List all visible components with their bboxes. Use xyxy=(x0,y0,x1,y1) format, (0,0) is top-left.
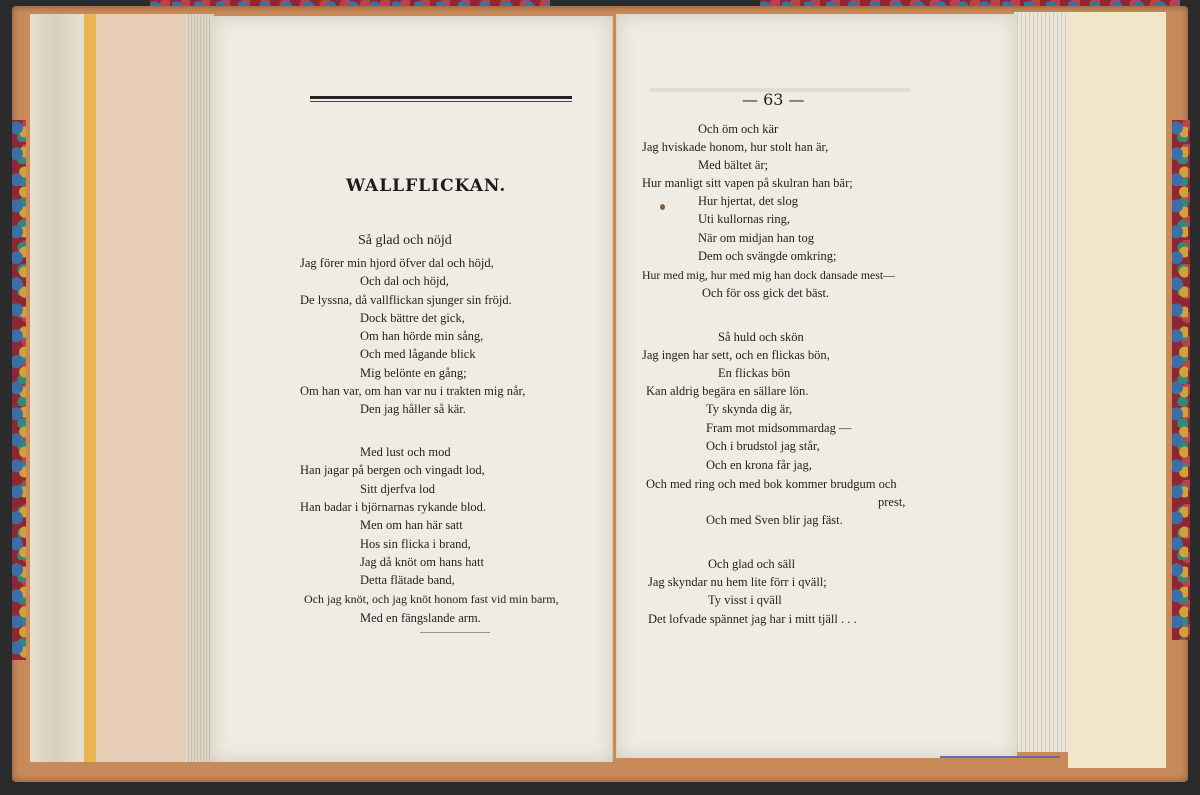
verse-line: Ty skynda dig är, xyxy=(706,402,793,416)
verse-line: prest, xyxy=(878,495,906,509)
verse-line: Och med lågande blick xyxy=(360,347,476,361)
verse-line: De lyssna, då vallflickan sjunger sin fröjd. xyxy=(300,293,512,307)
verse-line: Mig belönte en gång; xyxy=(360,366,467,380)
verse-line: Han badar i björnarnas rykande blod. xyxy=(300,500,487,514)
verse-line: Jag förer min hjord öfver dal och höjd, xyxy=(300,256,494,270)
verse-line: Kan aldrig begära en sällare lön. xyxy=(646,384,809,398)
marbled-board-right-inner xyxy=(1172,120,1188,640)
verse-line: När om midjan han tog xyxy=(698,231,814,245)
verse-line: Om han hörde min sång, xyxy=(360,329,484,343)
verse-line: Detta flätade band, xyxy=(360,573,455,587)
verse-line: Och jag knöt, och jag knöt honom fast vid min barm, xyxy=(304,592,559,606)
verse-line: Och en krona får jag, xyxy=(706,458,812,472)
verse-line: Och med ring och med bok kommer brudgum och xyxy=(646,477,897,491)
foxing-spot xyxy=(660,204,665,210)
page-edges-left-outer xyxy=(30,14,90,762)
verse-line: Fram mot midsommardag — xyxy=(706,421,852,435)
verse-line: Med lust och mod xyxy=(360,445,451,459)
page-edge-yellow xyxy=(84,14,96,762)
marbled-board-left-inner xyxy=(12,120,26,660)
verse-line: En flickas bön xyxy=(718,366,791,380)
pencil-mark xyxy=(940,756,1060,758)
verse-line: Och med Sven blir jag fäst. xyxy=(706,513,843,527)
page-edges-left-inner xyxy=(186,14,214,762)
verse-line: Dem och svängde omkring; xyxy=(698,249,837,263)
end-rule xyxy=(420,632,490,633)
verse-line: Så glad och nöjd xyxy=(358,233,452,248)
verse-line: Hur manligt sitt vapen på skulran han bär; xyxy=(642,176,853,190)
poem-title: WALLFLICKAN. xyxy=(346,176,507,196)
verse-line: Jag hviskade honom, hur stolt han är, xyxy=(642,140,829,154)
verse-line: Hur hjertat, det slog xyxy=(698,194,798,208)
verse-line: Och i brudstol jag står, xyxy=(706,439,820,453)
verse-line: Men om han här satt xyxy=(360,518,463,532)
verse-line: Dock bättre det gick, xyxy=(360,311,465,325)
verse-line: Hos sin flicka i brand, xyxy=(360,537,471,551)
verse-line: Sitt djerfva lod xyxy=(360,482,435,496)
bleed-through-text xyxy=(350,120,354,138)
verse-line: Och öm och kär xyxy=(698,122,779,136)
verse-line: Han jagar på bergen och vingadt lod, xyxy=(300,463,485,477)
endpaper-right xyxy=(1068,12,1166,768)
verse-line: Jag skyndar nu hem lite förr i qväll; xyxy=(648,575,827,589)
page-number: — 63 — xyxy=(742,90,805,109)
verse-line: Och dal och höjd, xyxy=(360,274,449,288)
verse-line: Jag ingen har sett, och en flickas bön, xyxy=(642,348,830,362)
header-rule-thick xyxy=(310,96,572,99)
verse-line: Med bältet är; xyxy=(698,158,769,172)
verse-line: Uti kullornas ring, xyxy=(698,212,791,226)
verse-line: Om han var, om han var nu i trakten mig når, xyxy=(300,384,526,398)
verse-line: Ty visst i qväll xyxy=(708,593,782,607)
verse-line: Den jag håller så kär. xyxy=(360,402,466,416)
verse-line: Så huld och skön xyxy=(718,330,804,344)
verse-line: Med en fängslande arm. xyxy=(360,611,481,625)
verse-line: Och för oss gick det bäst. xyxy=(702,286,830,300)
verse-line: Hur med mig, hur med mig han dock dansade mest— xyxy=(642,268,895,282)
verse-line: Och glad och säll xyxy=(708,557,796,571)
verse-line: Det lofvade spännet jag har i mitt tjäll . . . xyxy=(648,612,857,626)
verse-line: Jag då knöt om hans hatt xyxy=(360,555,484,569)
page-edges-right xyxy=(1014,12,1070,752)
header-rule-thin xyxy=(310,101,572,102)
page-edge-tan xyxy=(96,14,192,762)
